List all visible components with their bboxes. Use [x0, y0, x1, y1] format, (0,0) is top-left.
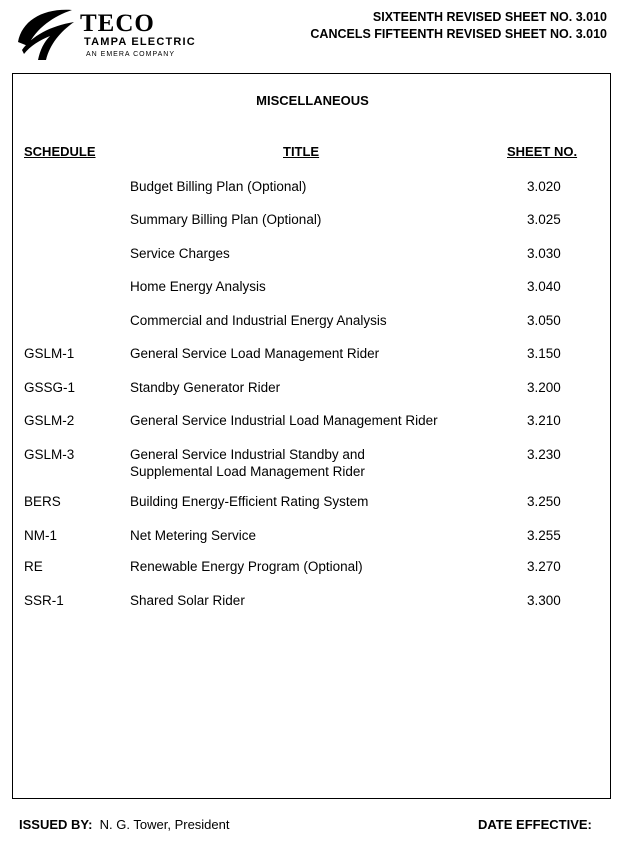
schedule-cell: GSLM-3: [24, 447, 75, 462]
title-cell: Building Energy-Efficient Rating System: [130, 494, 369, 509]
schedule-cell: GSLM-2: [24, 413, 75, 428]
sheet-no-cell: 3.050: [527, 313, 561, 328]
sheet-no-cell: 3.270: [527, 559, 561, 574]
column-header-schedule: SCHEDULE: [24, 144, 96, 159]
title-cell: General Service Load Management Rider: [130, 346, 380, 361]
title-cell: Commercial and Industrial Energy Analysis: [130, 313, 387, 328]
column-header-title: TITLE: [283, 144, 320, 159]
schedule-cell: NM-1: [24, 528, 57, 543]
issued-by: [19, 817, 230, 832]
title-cell: Renewable Energy Program (Optional): [130, 559, 363, 574]
sheet-no-cell: 3.040: [527, 279, 561, 294]
logo-name: TECO: [80, 10, 155, 37]
schedule-cell: RE: [24, 559, 43, 574]
title-cell: Net Metering Service: [130, 528, 257, 543]
schedule-cell: SSR-1: [24, 593, 64, 608]
schedule-cell: GSSG-1: [24, 380, 76, 395]
title-cell: General Service Industrial Standby and Supplemental Load Management Rider: [130, 447, 365, 479]
issued-by-label: ISSUED BY:: [19, 817, 93, 832]
sheet-no-cell: 3.200: [527, 380, 561, 395]
title-cell: General Service Industrial Load Management Rider: [130, 413, 438, 428]
sheet-no-cell: 3.300: [527, 593, 561, 608]
logo-subtitle: TAMPA ELECTRIC: [84, 36, 196, 48]
title-cell: Budget Billing Plan (Optional): [130, 179, 307, 194]
sheet-no-cell: 3.025: [527, 212, 561, 227]
issued-by-value: N. G. Tower, President: [99, 817, 230, 832]
sheet-no-cell: 3.030: [527, 246, 561, 261]
sheet-revision: SIXTEENTH REVISED SHEET NO. 3.010: [372, 10, 607, 24]
page-title: MISCELLANEOUS: [256, 93, 369, 108]
sheet-no-cell: 3.250: [527, 494, 561, 509]
title-cell: Home Energy Analysis: [130, 279, 266, 294]
title-cell: Shared Solar Rider: [130, 593, 245, 608]
title-cell: Summary Billing Plan (Optional): [130, 212, 322, 227]
column-header-sheet-no: SHEET NO.: [507, 144, 578, 159]
company-logo: [14, 6, 224, 64]
date-effective-label: DATE EFFECTIVE:: [478, 817, 592, 832]
schedule-cell: GSLM-1: [24, 346, 75, 361]
sheet-no-cell: 3.255: [527, 528, 561, 543]
logo-tagline: AN EMERA COMPANY: [86, 51, 175, 58]
teco-swoosh-icon: [14, 6, 76, 62]
sheet-no-cell: 3.150: [527, 346, 561, 361]
title-cell: Service Charges: [130, 246, 230, 261]
sheet-cancels: CANCELS FIFTEENTH REVISED SHEET NO. 3.010: [310, 27, 607, 41]
title-cell: Standby Generator Rider: [130, 380, 281, 395]
sheet-no-cell: 3.210: [527, 413, 561, 428]
schedule-cell: BERS: [24, 494, 61, 509]
sheet-no-cell: 3.230: [527, 447, 561, 462]
sheet-no-cell: 3.020: [527, 179, 561, 194]
